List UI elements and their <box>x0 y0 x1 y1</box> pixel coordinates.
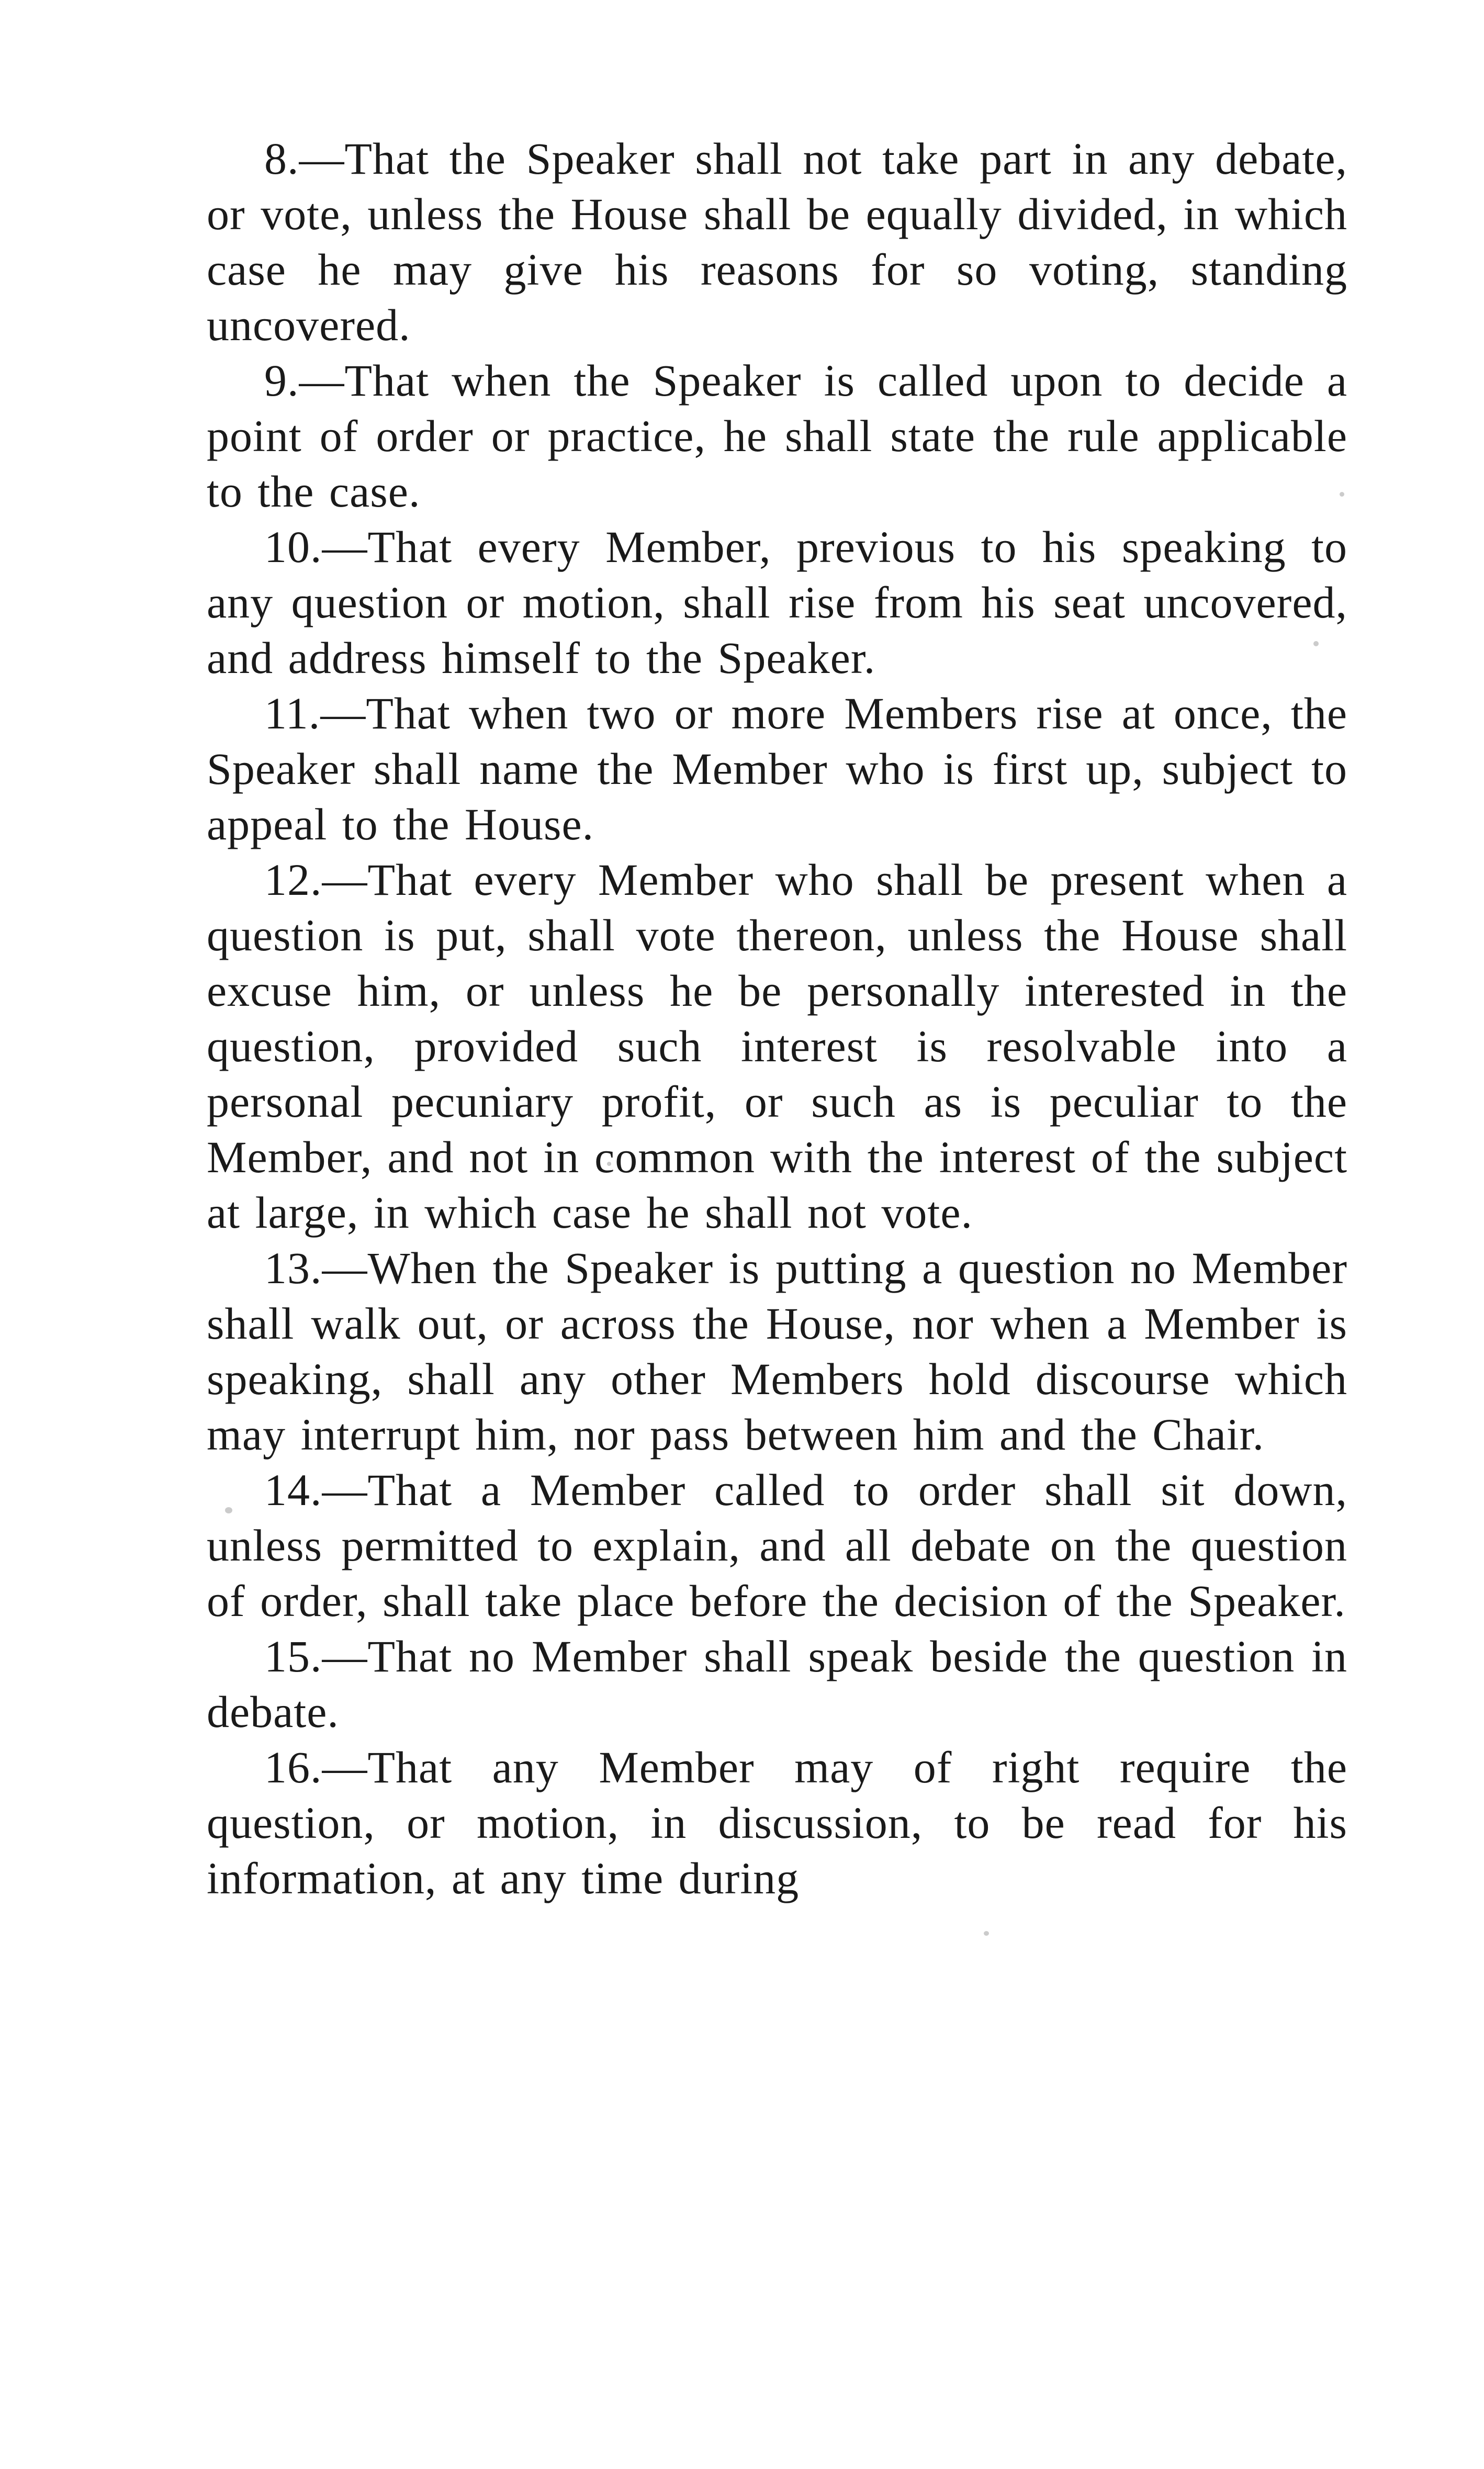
rule-text: —That when the Speaker is called upon to decide a point of order or practice, he shall state the rule applicable to the case. <box>207 355 1347 517</box>
rule-text: —That the Speaker shall not take part in any debate, or vote, unless the House shall be equally divided, in which case he may give his reasons for so voting, standing uncovered. <box>207 133 1347 350</box>
rule-number: 15. <box>264 1631 322 1681</box>
rule-10 <box>207 519 1347 686</box>
print-speckle <box>1313 641 1319 646</box>
rule-number: 12. <box>264 855 322 905</box>
rule-11 <box>207 686 1347 852</box>
rule-number: 10. <box>264 522 322 572</box>
rule-number: 16. <box>264 1742 322 1792</box>
rule-text: —That no Member shall speak beside the question in debate. <box>207 1631 1347 1737</box>
rules-text-column <box>207 131 1347 1906</box>
rule-15 <box>207 1629 1347 1739</box>
rule-text: —That when two or more Members rise at once, the Speaker shall name the Member who is first up, subject to appeal to the House. <box>207 688 1347 849</box>
rule-13 <box>207 1240 1347 1462</box>
rule-text: —When the Speaker is putting a question no Member shall walk out, or across the House, nor when a Member is speaking, shall any other Members hold discourse which may interrupt him, nor pass between him and the Chair. <box>207 1243 1347 1460</box>
rule-12 <box>207 852 1347 1240</box>
rule-text: —That any Member may of right require the question, or motion, in discussion, to be read for his information, at any time during <box>207 1742 1347 1903</box>
print-speckle <box>225 1507 232 1513</box>
rule-number: 14. <box>264 1465 322 1515</box>
rule-text: —That a Member called to order shall sit down, unless permitted to explain, and all debate on the question of order, shall take place before the decision of the Speaker. <box>207 1465 1347 1626</box>
rule-number: 11. <box>264 688 321 738</box>
print-speckle <box>607 1162 611 1166</box>
rule-text: —That every Member who shall be present when a question is put, shall vote thereon, unless the House shall excuse him, or unless he be personally interested in the question, provided such interest is resolvable into a personal pecuniary profit, or such as is peculiar to the Member, and not in common with the interest of the subject at large, in which case he shall not vote. <box>207 855 1347 1238</box>
rule-text: —That every Member, previous to his speaking to any question or motion, shall rise from his seat uncovered, and address himself to the Speaker. <box>207 522 1347 683</box>
rule-number: 9. <box>264 355 299 406</box>
print-speckle <box>1340 492 1344 497</box>
rule-8 <box>207 131 1347 353</box>
rule-number: 8. <box>264 133 299 184</box>
print-speckle <box>984 1931 989 1936</box>
rule-9 <box>207 353 1347 519</box>
rule-number: 13. <box>264 1243 322 1293</box>
rule-16 <box>207 1739 1347 1906</box>
rule-14 <box>207 1462 1347 1629</box>
